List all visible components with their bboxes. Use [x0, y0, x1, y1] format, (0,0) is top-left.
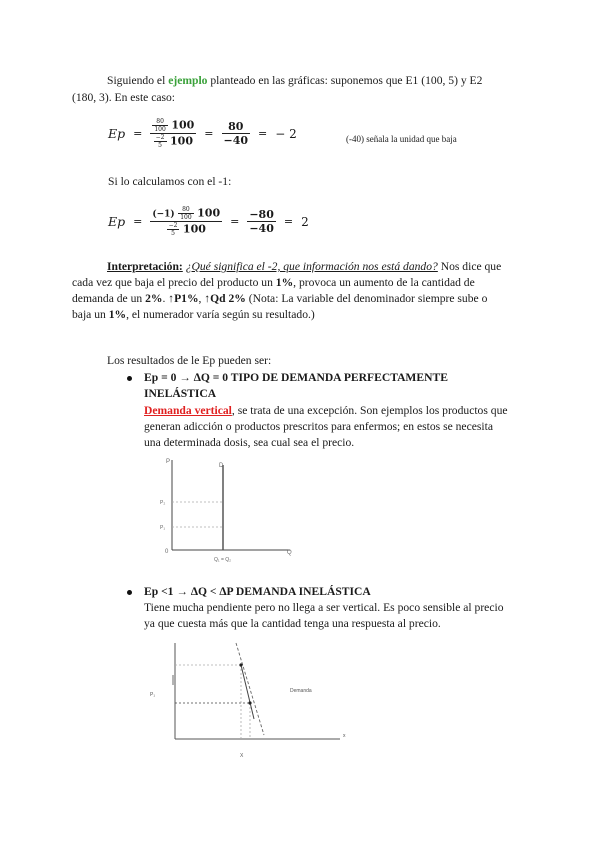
interp-line-1: Interpretación: ¿Qué significa el -2, que información nos está dando? Nos dice que — [107, 260, 502, 273]
bullet-2-title: Ep <1 → ∆Q < ∆P DEMANDA INELÁSTICA — [144, 585, 371, 598]
calc-line: Si lo calculamos con el -1: — [108, 175, 232, 188]
bullet-1-dot — [127, 376, 132, 381]
graph1-origin: 0 — [165, 549, 169, 555]
graph1-q-label: Q₁ = Q₂ — [214, 557, 232, 563]
graph1-p1-label: P₁ — [160, 525, 166, 531]
eq2-result: 2 — [301, 214, 309, 229]
intro-line-2: (180, 3). En este caso: — [72, 91, 176, 104]
bullet-1-line-3: una determinada dosis, sea cual sea el precio. — [144, 436, 355, 449]
graph-vertical-demand — [150, 455, 310, 570]
graph2-p-label: P₁ — [150, 692, 156, 698]
equation-1: Ep = $\frac{80}{100}$ 100 $\frac{-2}{5}$ 100 = $\frac{80}{-40}$ = − 2 — [108, 118, 297, 149]
graph2-demand-line — [241, 665, 254, 719]
graph1-x-label: Q — [287, 550, 292, 556]
bullet-1-highlight: Demanda vertical — [144, 404, 232, 417]
eq1-note: (-40) señala la unidad que baja — [346, 134, 457, 144]
graph2-demand-label: Demanda — [290, 688, 312, 694]
intro-highlight: ejemplo — [168, 74, 208, 87]
graph1-y-label: P — [166, 459, 171, 465]
eq1-lhs: Ep — [108, 126, 126, 141]
eq1-main-fraction: $\frac{80}{100}$ 100 $\frac{-2}{5}$ 100 — [150, 118, 196, 149]
graph-inelastic-demand — [140, 635, 360, 765]
interp-label: Interpretación: — [107, 260, 183, 273]
bullet-1-line-1: Demanda vertical, se trata de una excepción. Son ejemplos los productos que — [144, 404, 508, 417]
interp-line-3: demanda de un 2%. ↑P1%, ↑Qd 2% (Nota: La variable del denominador siempre sube o — [72, 292, 488, 305]
intro-post: planteado en las gráficas: suponemos que E1 (100, 5) y E2 — [207, 74, 483, 87]
results-intro: Los resultados de le Ep pueden ser: — [107, 354, 272, 367]
graph2-point-2 — [248, 701, 251, 704]
bullet-2-line-1: Tiene mucha pendiente pero no llega a ser vertical. Es poco sensible al precio — [144, 601, 504, 614]
eq2-main-fraction: (−1) $\frac{80}{100}$ 100 $\frac{-2}{5}$ 100 — [152, 206, 221, 237]
graph2-q-label: X — [240, 753, 244, 759]
graph2-point-1 — [239, 663, 242, 666]
bullet-2-dot — [127, 590, 132, 595]
eq2-result-fraction: $\frac{-80}{-40}$ — [249, 208, 274, 235]
graph2-demand-dashed — [236, 643, 264, 735]
intro-pre: Siguiendo el — [107, 74, 169, 87]
eq1-result: − 2 — [275, 126, 297, 141]
interp-question: ¿Qué significa el -2, que información nos está dando? — [185, 260, 438, 273]
interp-line-2: cada vez que baja el precio del producto un 1%, provoca un aumento de la cantidad de — [72, 276, 475, 289]
graph2-x-label: x — [343, 733, 346, 739]
graph1-curve-label: D — [219, 463, 224, 469]
eq2-lhs: Ep — [108, 214, 126, 229]
equation-2: Ep = (−1) $\frac{80}{100}$ 100 $\frac{-2}{5}$ 100 = $\frac{-80}{-40}$ = 2 — [108, 206, 309, 237]
bullet-2-line-2: ya que cuesta más que la cantidad tenga una respuesta al precio. — [144, 617, 441, 630]
bullet-1-title-1: Ep = 0 → ∆Q = 0 TIPO DE DEMANDA PERFECTAMENTE — [144, 371, 448, 384]
bullet-1-title-2: INELÁSTICA — [144, 387, 217, 400]
eq1-result-fraction: $\frac{80}{-40}$ — [223, 120, 249, 147]
intro-line-1 — [107, 72, 482, 89]
interp-line-4: baja un 1%, el numerador varía según su resultado.) — [72, 308, 315, 321]
bullet-1-line-2: generan adicción o productos prescritos para enfermos; en estos se necesita — [144, 420, 493, 433]
graph1-p2-label: P₂ — [160, 500, 166, 506]
